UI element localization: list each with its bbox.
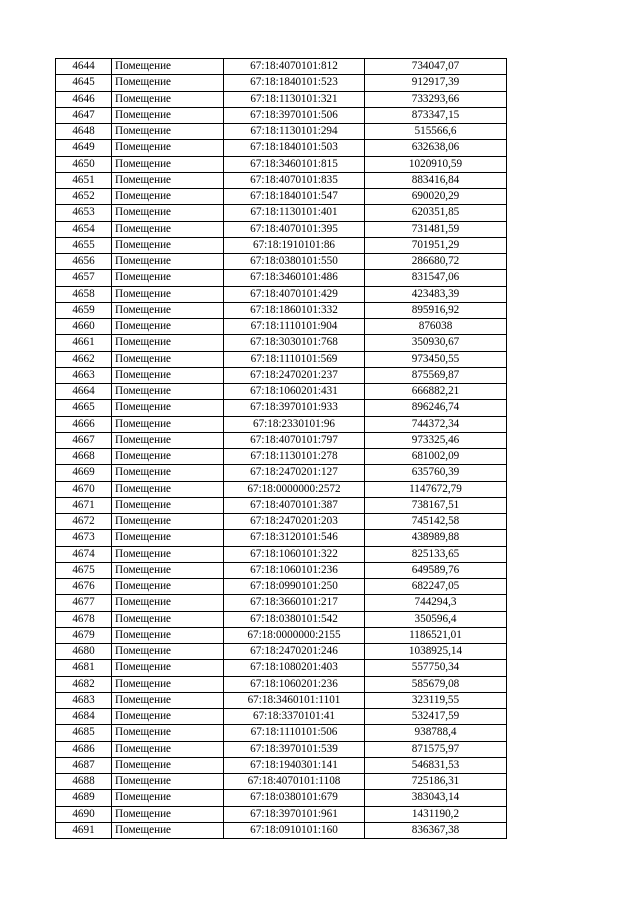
cadastral-number-cell: 67:18:4070101:387 (224, 497, 365, 513)
object-type-cell: Помещение (112, 302, 224, 318)
cadastral-value-cell: 896246,74 (365, 400, 507, 416)
table-row (56, 400, 507, 416)
row-number-cell: 4671 (56, 497, 112, 513)
cadastral-number-cell: 67:18:3970101:539 (224, 741, 365, 757)
table-row (56, 156, 507, 172)
object-type-cell: Помещение (112, 676, 224, 692)
cadastral-value-cell: 701951,29 (365, 237, 507, 253)
cadastral-number-cell: 67:18:4070101:812 (224, 59, 365, 75)
cadastral-number-cell: 67:18:1130101:294 (224, 124, 365, 140)
row-number-cell: 4680 (56, 644, 112, 660)
table-row (56, 75, 507, 91)
cadastral-number-cell: 67:18:1060101:322 (224, 546, 365, 562)
cadastral-number-cell: 67:18:1060201:236 (224, 676, 365, 692)
cadastral-number-cell: 67:18:3370101:41 (224, 709, 365, 725)
row-number-cell: 4653 (56, 205, 112, 221)
cadastral-number-cell: 67:18:2330101:96 (224, 416, 365, 432)
cadastral-value-cell: 649589,76 (365, 562, 507, 578)
object-type-cell: Помещение (112, 270, 224, 286)
object-type-cell: Помещение (112, 709, 224, 725)
table-row (56, 254, 507, 270)
table-row (56, 384, 507, 400)
cadastral-value-cell: 681002,09 (365, 449, 507, 465)
object-type-cell: Помещение (112, 91, 224, 107)
table-row (56, 611, 507, 627)
table-row (56, 351, 507, 367)
table-row (56, 660, 507, 676)
object-type-cell: Помещение (112, 660, 224, 676)
cadastral-value-cell: 825133,65 (365, 546, 507, 562)
cadastral-value-cell: 938788,4 (365, 725, 507, 741)
cadastral-value-cell: 1186521,01 (365, 627, 507, 643)
row-number-cell: 4665 (56, 400, 112, 416)
cadastral-value-cell: 733293,66 (365, 91, 507, 107)
cadastral-number-cell: 67:18:2470201:237 (224, 367, 365, 383)
table-row (56, 172, 507, 188)
cadastral-number-cell: 67:18:1840101:503 (224, 140, 365, 156)
row-number-cell: 4681 (56, 660, 112, 676)
row-number-cell: 4668 (56, 449, 112, 465)
object-type-cell: Помещение (112, 59, 224, 75)
cadastral-number-cell: 67:18:1080201:403 (224, 660, 365, 676)
cadastral-number-cell: 67:18:4070101:395 (224, 221, 365, 237)
row-number-cell: 4645 (56, 75, 112, 91)
table-row (56, 205, 507, 221)
table-row (56, 497, 507, 513)
object-type-cell: Помещение (112, 530, 224, 546)
object-type-cell: Помещение (112, 140, 224, 156)
cadastral-number-cell: 67:18:0000000:2572 (224, 481, 365, 497)
cadastral-number-cell: 67:18:1110101:506 (224, 725, 365, 741)
row-number-cell: 4677 (56, 595, 112, 611)
cadastral-number-cell: 67:18:0910101:160 (224, 822, 365, 838)
row-number-cell: 4682 (56, 676, 112, 692)
cadastral-value-table (55, 58, 507, 839)
cadastral-value-cell: 515566,6 (365, 124, 507, 140)
row-number-cell: 4660 (56, 319, 112, 335)
table-row (56, 124, 507, 140)
row-number-cell: 4656 (56, 254, 112, 270)
cadastral-number-cell: 67:18:1860101:332 (224, 302, 365, 318)
cadastral-value-cell: 690020,29 (365, 189, 507, 205)
cadastral-value-cell: 682247,05 (365, 579, 507, 595)
object-type-cell: Помещение (112, 822, 224, 838)
cadastral-number-cell: 67:18:1940301:141 (224, 757, 365, 773)
cadastral-number-cell: 67:18:1840101:547 (224, 189, 365, 205)
table-row (56, 416, 507, 432)
table-row (56, 579, 507, 595)
cadastral-number-cell: 67:18:0380101:679 (224, 790, 365, 806)
cadastral-value-cell: 532417,59 (365, 709, 507, 725)
row-number-cell: 4664 (56, 384, 112, 400)
cadastral-number-cell: 67:18:3460101:1101 (224, 692, 365, 708)
table-row (56, 221, 507, 237)
object-type-cell: Помещение (112, 562, 224, 578)
cadastral-value-cell: 557750,34 (365, 660, 507, 676)
row-number-cell: 4678 (56, 611, 112, 627)
object-type-cell: Помещение (112, 692, 224, 708)
cadastral-number-cell: 67:18:1060101:236 (224, 562, 365, 578)
table-row (56, 91, 507, 107)
table-row (56, 140, 507, 156)
cadastral-value-cell: 423483,39 (365, 286, 507, 302)
cadastral-value-cell: 1431190,2 (365, 806, 507, 822)
cadastral-number-cell: 67:18:1130101:321 (224, 91, 365, 107)
table-row (56, 757, 507, 773)
cadastral-number-cell: 67:18:3970101:506 (224, 107, 365, 123)
cadastral-number-cell: 67:18:4070101:1108 (224, 774, 365, 790)
cadastral-value-cell: 744294,3 (365, 595, 507, 611)
row-number-cell: 4689 (56, 790, 112, 806)
object-type-cell: Помещение (112, 611, 224, 627)
row-number-cell: 4667 (56, 432, 112, 448)
object-type-cell: Помещение (112, 627, 224, 643)
object-type-cell: Помещение (112, 75, 224, 91)
cadastral-number-cell: 67:18:3460101:486 (224, 270, 365, 286)
row-number-cell: 4644 (56, 59, 112, 75)
row-number-cell: 4658 (56, 286, 112, 302)
table-row (56, 335, 507, 351)
object-type-cell: Помещение (112, 806, 224, 822)
cadastral-value-cell: 731481,59 (365, 221, 507, 237)
object-type-cell: Помещение (112, 725, 224, 741)
cadastral-value-cell: 734047,07 (365, 59, 507, 75)
cadastral-number-cell: 67:18:1130101:401 (224, 205, 365, 221)
cadastral-value-cell: 350930,67 (365, 335, 507, 351)
row-number-cell: 4683 (56, 692, 112, 708)
cadastral-value-cell: 383043,14 (365, 790, 507, 806)
row-number-cell: 4690 (56, 806, 112, 822)
row-number-cell: 4651 (56, 172, 112, 188)
row-number-cell: 4691 (56, 822, 112, 838)
object-type-cell: Помещение (112, 595, 224, 611)
object-type-cell: Помещение (112, 416, 224, 432)
row-number-cell: 4676 (56, 579, 112, 595)
table-row (56, 644, 507, 660)
cadastral-number-cell: 67:18:1910101:86 (224, 237, 365, 253)
object-type-cell: Помещение (112, 757, 224, 773)
cadastral-number-cell: 67:18:1060201:431 (224, 384, 365, 400)
table-row (56, 790, 507, 806)
cadastral-value-cell: 973325,46 (365, 432, 507, 448)
cadastral-value-cell: 546831,53 (365, 757, 507, 773)
table-row (56, 774, 507, 790)
cadastral-value-cell: 745142,58 (365, 514, 507, 530)
object-type-cell: Помещение (112, 172, 224, 188)
cadastral-value-cell: 1147672,79 (365, 481, 507, 497)
cadastral-value-cell: 738167,51 (365, 497, 507, 513)
table-row (56, 514, 507, 530)
cadastral-number-cell: 67:18:3120101:546 (224, 530, 365, 546)
cadastral-number-cell: 67:18:3970101:933 (224, 400, 365, 416)
cadastral-value-cell: 973450,55 (365, 351, 507, 367)
cadastral-number-cell: 67:18:4070101:797 (224, 432, 365, 448)
object-type-cell: Помещение (112, 384, 224, 400)
row-number-cell: 4670 (56, 481, 112, 497)
row-number-cell: 4687 (56, 757, 112, 773)
table-body (56, 59, 507, 839)
object-type-cell: Помещение (112, 579, 224, 595)
object-type-cell: Помещение (112, 432, 224, 448)
table-row (56, 59, 507, 75)
table-row (56, 465, 507, 481)
cadastral-value-cell: 666882,21 (365, 384, 507, 400)
cadastral-value-cell: 350596,4 (365, 611, 507, 627)
table-row (56, 822, 507, 838)
table-row (56, 709, 507, 725)
table-row (56, 432, 507, 448)
row-number-cell: 4686 (56, 741, 112, 757)
cadastral-value-cell: 323119,55 (365, 692, 507, 708)
cadastral-value-cell: 585679,08 (365, 676, 507, 692)
object-type-cell: Помещение (112, 546, 224, 562)
table-row (56, 270, 507, 286)
row-number-cell: 4669 (56, 465, 112, 481)
cadastral-number-cell: 67:18:3970101:961 (224, 806, 365, 822)
cadastral-value-cell: 620351,85 (365, 205, 507, 221)
cadastral-number-cell: 67:18:0380101:542 (224, 611, 365, 627)
cadastral-number-cell: 67:18:3460101:815 (224, 156, 365, 172)
cadastral-value-cell: 286680,72 (365, 254, 507, 270)
cadastral-value-cell: 725186,31 (365, 774, 507, 790)
object-type-cell: Помещение (112, 367, 224, 383)
object-type-cell: Помещение (112, 156, 224, 172)
table-row (56, 692, 507, 708)
row-number-cell: 4685 (56, 725, 112, 741)
object-type-cell: Помещение (112, 774, 224, 790)
row-number-cell: 4663 (56, 367, 112, 383)
cadastral-value-cell: 873347,15 (365, 107, 507, 123)
table-row (56, 627, 507, 643)
cadastral-number-cell: 67:18:1110101:904 (224, 319, 365, 335)
row-number-cell: 4659 (56, 302, 112, 318)
row-number-cell: 4650 (56, 156, 112, 172)
cadastral-value-cell: 912917,39 (365, 75, 507, 91)
row-number-cell: 4661 (56, 335, 112, 351)
object-type-cell: Помещение (112, 400, 224, 416)
cadastral-value-cell: 875569,87 (365, 367, 507, 383)
cadastral-number-cell: 67:18:1130101:278 (224, 449, 365, 465)
table-row (56, 302, 507, 318)
table-row (56, 237, 507, 253)
object-type-cell: Помещение (112, 741, 224, 757)
cadastral-value-cell: 1038925,14 (365, 644, 507, 660)
cadastral-number-cell: 67:18:2470201:203 (224, 514, 365, 530)
object-type-cell: Помещение (112, 644, 224, 660)
row-number-cell: 4662 (56, 351, 112, 367)
row-number-cell: 4675 (56, 562, 112, 578)
cadastral-value-cell: 883416,84 (365, 172, 507, 188)
object-type-cell: Помещение (112, 319, 224, 335)
table-row (56, 741, 507, 757)
row-number-cell: 4679 (56, 627, 112, 643)
object-type-cell: Помещение (112, 107, 224, 123)
row-number-cell: 4655 (56, 237, 112, 253)
table-row (56, 546, 507, 562)
cadastral-number-cell: 67:18:1110101:569 (224, 351, 365, 367)
object-type-cell: Помещение (112, 335, 224, 351)
cadastral-value-cell: 744372,34 (365, 416, 507, 432)
object-type-cell: Помещение (112, 205, 224, 221)
row-number-cell: 4652 (56, 189, 112, 205)
row-number-cell: 4684 (56, 709, 112, 725)
table-row (56, 562, 507, 578)
row-number-cell: 4674 (56, 546, 112, 562)
cadastral-number-cell: 67:18:3660101:217 (224, 595, 365, 611)
cadastral-value-cell: 438989,88 (365, 530, 507, 546)
object-type-cell: Помещение (112, 237, 224, 253)
cadastral-number-cell: 67:18:1840101:523 (224, 75, 365, 91)
table-row (56, 725, 507, 741)
cadastral-value-cell: 836367,38 (365, 822, 507, 838)
object-type-cell: Помещение (112, 497, 224, 513)
table-row (56, 481, 507, 497)
table-row (56, 367, 507, 383)
object-type-cell: Помещение (112, 351, 224, 367)
table-row (56, 595, 507, 611)
object-type-cell: Помещение (112, 254, 224, 270)
row-number-cell: 4649 (56, 140, 112, 156)
object-type-cell: Помещение (112, 221, 224, 237)
row-number-cell: 4654 (56, 221, 112, 237)
row-number-cell: 4647 (56, 107, 112, 123)
row-number-cell: 4688 (56, 774, 112, 790)
table-row (56, 676, 507, 692)
table-row (56, 107, 507, 123)
table-row (56, 319, 507, 335)
cadastral-number-cell: 67:18:3030101:768 (224, 335, 365, 351)
row-number-cell: 4673 (56, 530, 112, 546)
cadastral-number-cell: 67:18:0990101:250 (224, 579, 365, 595)
cadastral-value-cell: 1020910,59 (365, 156, 507, 172)
object-type-cell: Помещение (112, 465, 224, 481)
object-type-cell: Помещение (112, 790, 224, 806)
cadastral-value-cell: 871575,97 (365, 741, 507, 757)
row-number-cell: 4657 (56, 270, 112, 286)
cadastral-number-cell: 67:18:0000000:2155 (224, 627, 365, 643)
object-type-cell: Помещение (112, 481, 224, 497)
cadastral-number-cell: 67:18:0380101:550 (224, 254, 365, 270)
cadastral-number-cell: 67:18:4070101:429 (224, 286, 365, 302)
table-row (56, 530, 507, 546)
table-row (56, 286, 507, 302)
cadastral-value-cell: 831547,06 (365, 270, 507, 286)
cadastral-value-cell: 635760,39 (365, 465, 507, 481)
cadastral-number-cell: 67:18:2470201:127 (224, 465, 365, 481)
object-type-cell: Помещение (112, 449, 224, 465)
row-number-cell: 4666 (56, 416, 112, 432)
table-row (56, 189, 507, 205)
row-number-cell: 4672 (56, 514, 112, 530)
object-type-cell: Помещение (112, 124, 224, 140)
object-type-cell: Помещение (112, 286, 224, 302)
object-type-cell: Помещение (112, 514, 224, 530)
object-type-cell: Помещение (112, 189, 224, 205)
cadastral-value-cell: 895916,92 (365, 302, 507, 318)
table-row (56, 806, 507, 822)
cadastral-value-cell: 632638,06 (365, 140, 507, 156)
cadastral-value-cell: 876038 (365, 319, 507, 335)
row-number-cell: 4646 (56, 91, 112, 107)
cadastral-number-cell: 67:18:2470201:246 (224, 644, 365, 660)
table-row (56, 449, 507, 465)
cadastral-number-cell: 67:18:4070101:835 (224, 172, 365, 188)
row-number-cell: 4648 (56, 124, 112, 140)
